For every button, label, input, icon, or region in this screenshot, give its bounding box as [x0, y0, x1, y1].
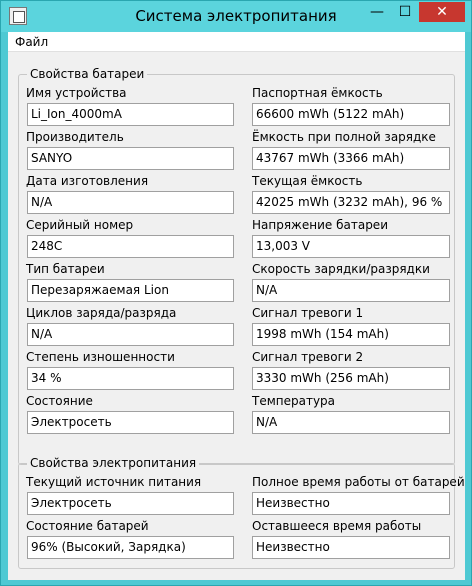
alarm-2-label: Сигнал тревоги 2 [252, 350, 364, 364]
wear-level-field[interactable]: 34 % [27, 367, 234, 390]
state-field[interactable]: Электросеть [27, 411, 234, 434]
full-runtime-field[interactable]: Неизвестно [252, 492, 450, 515]
current-capacity-label: Текущая ёмкость [252, 174, 363, 188]
current-capacity-field[interactable]: 42025 mWh (3232 mAh), 96 % [252, 191, 450, 214]
full-runtime-label: Полное время работы от батарей [252, 475, 465, 489]
charge-rate-label: Скорость зарядки/разрядки [252, 262, 430, 276]
serial-number-field[interactable]: 248C [27, 235, 234, 258]
power-properties-group [18, 456, 465, 569]
battery-type-field[interactable]: Перезаряжаемая Lion [27, 279, 234, 302]
alarm-1-label: Сигнал тревоги 1 [252, 306, 364, 320]
charge-cycles-label: Циклов заряда/разряда [26, 306, 177, 320]
remaining-time-label: Оставшееся время работы [252, 519, 422, 533]
charge-rate-field[interactable]: N/A [252, 279, 450, 302]
manufacture-date-label: Дата изготовления [26, 174, 149, 188]
serial-number-label: Серийный номер [26, 218, 134, 232]
power-source-field[interactable]: Электросеть [27, 492, 234, 515]
window-title: Система электропитания [135, 7, 337, 25]
battery-type-label: Тип батареи [26, 262, 105, 276]
title-bar[interactable] [1, 1, 471, 32]
app-icon [9, 7, 27, 25]
charge-cycles-field[interactable]: N/A [27, 323, 234, 346]
battery-properties-legend: Свойства батареи [27, 67, 147, 81]
temperature-field[interactable]: N/A [252, 411, 450, 434]
full-charge-capacity-field[interactable]: 43767 mWh (3366 mAh) [252, 147, 450, 170]
device-name-label: Имя устройства [26, 86, 127, 100]
full-charge-capacity-label: Ёмкость при полной зарядке [252, 130, 436, 144]
wear-level-label: Степень изношенности [26, 350, 175, 364]
maximize-button[interactable]: ☐ [398, 4, 412, 20]
design-capacity-label: Паспортная ёмкость [252, 86, 383, 100]
temperature-label: Температура [252, 394, 336, 408]
alarm-2-field[interactable]: 3330 mWh (256 mAh) [252, 367, 450, 390]
manufacturer-label: Производитель [26, 130, 124, 144]
design-capacity-field[interactable]: 66600 mWh (5122 mAh) [252, 103, 450, 126]
battery-voltage-field[interactable]: 13,003 V [252, 235, 450, 258]
battery-voltage-label: Напряжение батареи [252, 218, 388, 232]
minimize-button[interactable]: — [370, 4, 384, 20]
alarm-1-field[interactable]: 1998 mWh (154 mAh) [252, 323, 450, 346]
battery-status-field[interactable]: 96% (Высокий, Зарядка) [27, 536, 234, 559]
power-properties-legend: Свойства электропитания [27, 456, 199, 470]
battery-properties-group [18, 67, 455, 465]
menu-file[interactable]: Файл [15, 35, 49, 49]
power-source-label: Текущий источник питания [26, 475, 202, 489]
state-label: Состояние [26, 394, 93, 408]
menu-bar [8, 32, 465, 52]
device-name-field[interactable]: Li_Ion_4000mA [27, 103, 234, 126]
remaining-time-field[interactable]: Неизвестно [252, 536, 450, 559]
battery-status-label: Состояние батарей [26, 519, 149, 533]
manufacturer-field[interactable]: SANYO [27, 147, 234, 170]
close-button[interactable]: ✕ [419, 2, 465, 22]
manufacture-date-field[interactable]: N/A [27, 191, 234, 214]
client-area [8, 32, 465, 580]
